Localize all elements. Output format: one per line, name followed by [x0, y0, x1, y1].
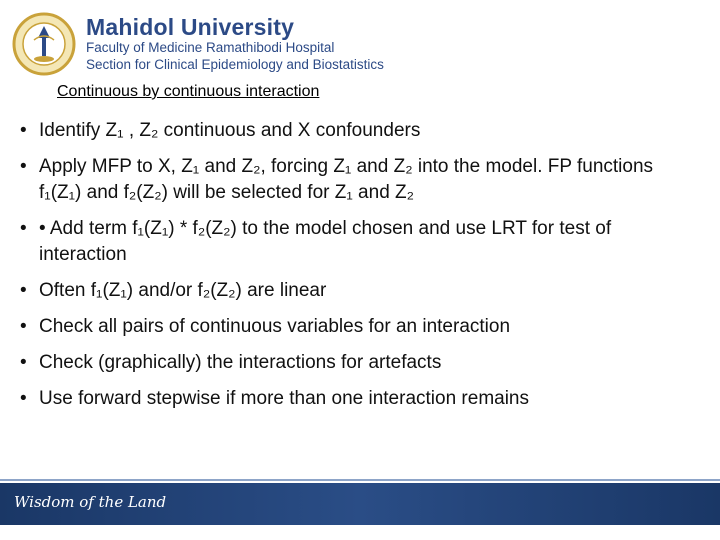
- footer-tagline: Wisdom of the Land: [14, 493, 167, 511]
- bullet-item: • • Add term f₁(Z₁) * f₂(Z₂) to the model chosen and use LRT for test of interaction: [18, 216, 698, 268]
- section-name: Section for Clinical Epidemiology and Biostatistics: [86, 57, 384, 72]
- bullet-item: • Check (graphically) the interactions for artefacts: [18, 350, 698, 376]
- faculty-name: Faculty of Medicine Ramathibodi Hospital: [86, 40, 335, 55]
- university-name: Mahidol University: [86, 14, 295, 40]
- slide-header: [0, 0, 720, 80]
- bullet-item: • Identify Z₁ , Z₂ continuous and X confounders: [18, 118, 698, 144]
- bullet-item: • Apply MFP to X, Z₁ and Z₂, forcing Z₁ and Z₂ into the model. FP functions f₁(Z₁) and f₂(Z₂) will be selected for Z₁ and Z₂: [18, 154, 698, 206]
- footer-divider: [0, 479, 720, 481]
- slide-title: Continuous by continuous interaction: [57, 83, 320, 100]
- bullet-item: • Check all pairs of continuous variables for an interaction: [18, 314, 698, 340]
- university-seal-icon: [12, 12, 76, 76]
- bullet-list: [18, 118, 698, 422]
- bullet-item: • Use forward stepwise if more than one interaction remains: [18, 386, 698, 412]
- bullet-item: • Often f₁(Z₁) and/or f₂(Z₂) are linear: [18, 278, 698, 304]
